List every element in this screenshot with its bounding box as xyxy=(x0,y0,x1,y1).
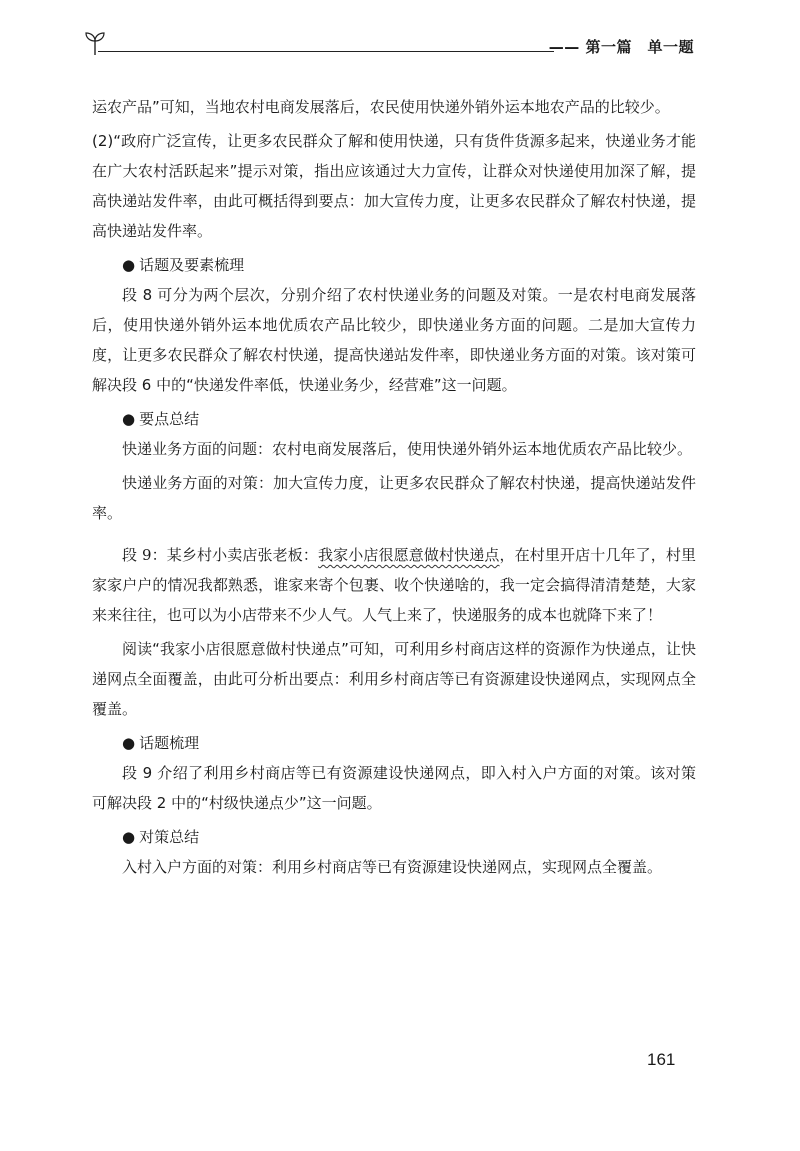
section-heading xyxy=(122,404,696,434)
material-lead: 段 9：某乡村小卖店张老板： xyxy=(122,546,319,564)
chapter-title: —— 第一篇 单一题 xyxy=(548,38,694,56)
bullet-icon: ● xyxy=(122,734,136,752)
paragraph: 快递业务方面的问题：农村电商发展落后，使用快递外销外运本地优质农产品比较少。 xyxy=(122,440,693,458)
section-heading-label: 对策总结 xyxy=(139,828,200,846)
header-rule xyxy=(98,51,554,52)
section-heading-label: 话题及要素梳理 xyxy=(139,256,245,274)
page-number: 161 xyxy=(647,1050,676,1069)
section-heading xyxy=(122,728,696,758)
section-heading-label: 话题梳理 xyxy=(139,734,200,752)
section-heading xyxy=(122,250,696,280)
page-body xyxy=(92,92,696,882)
material-text: ，在村里开店十几年了，村里家家户户的情况我都熟悉，谁家来寄个包裹、收个快递啥的，我一定会搞得清清楚楚，大家来来往往，也可以为小店带来不少人气。人气上来了，快递服务的成本也就降下来了！ xyxy=(92,546,696,624)
underlined-quote: 我家小店很愿意做村快递点 xyxy=(318,546,500,564)
bullet-icon: ● xyxy=(122,410,136,428)
paragraph: 段 9 介绍了利用乡村商店等已有资源建设快递网点，即入村入户方面的对策。该对策可解决段 2 中的“村级快递点少”这一问题。 xyxy=(92,764,696,812)
section-heading xyxy=(122,822,696,852)
paragraph: 段 8 可分为两个层次，分别介绍了农村快递业务的问题及对策。一是农村电商发展落后，使用快递外销外运本地优质农产品比较少，即快递业务方面的问题。二是加大宣传力度，让更多农民群众了解农村快递，提高快递站发件率，即快递业务方面的对策。该对策可解决段 6 中的“快递发件率低，快递业务少，经营难”这一问题。 xyxy=(92,286,696,394)
bullet-icon: ● xyxy=(122,256,136,274)
paragraph: 入村入户方面的对策：利用乡村商店等已有资源建设快递网点，实现网点全覆盖。 xyxy=(122,858,663,876)
bullet-icon: ● xyxy=(122,828,136,846)
paragraph: (2)“政府广泛宣传，让更多农民群众了解和使用快递，只有货件货源多起来，快递业务才能在广大农村活跃起来”提示对策，指出应该通过大力宣传，让群众对快递使用加深了解，提高快递站发件率，由此可概括得到要点：加大宣传力度，让更多农民群众了解农村快递，提高快递站发件率。 xyxy=(92,132,696,240)
paragraph: 快递业务方面的对策：加大宣传力度，让更多农民群众了解农村快递，提高快递站发件率。 xyxy=(92,474,696,522)
section-heading-label: 要点总结 xyxy=(139,410,200,428)
running-header xyxy=(84,30,694,70)
sprout-icon xyxy=(84,30,106,56)
paragraph: 阅读“我家小店很愿意做村快递点”可知，可利用乡村商店这样的资源作为快递点，让快递网点全面覆盖，由此可分析出要点：利用乡村商店等已有资源建设快递网点，实现网点全覆盖。 xyxy=(92,640,696,718)
quoted-material xyxy=(92,540,696,630)
paragraph: 运农产品”可知，当地农村电商发展落后，农民使用快递外销外运本地农产品的比较少。 xyxy=(92,98,670,116)
